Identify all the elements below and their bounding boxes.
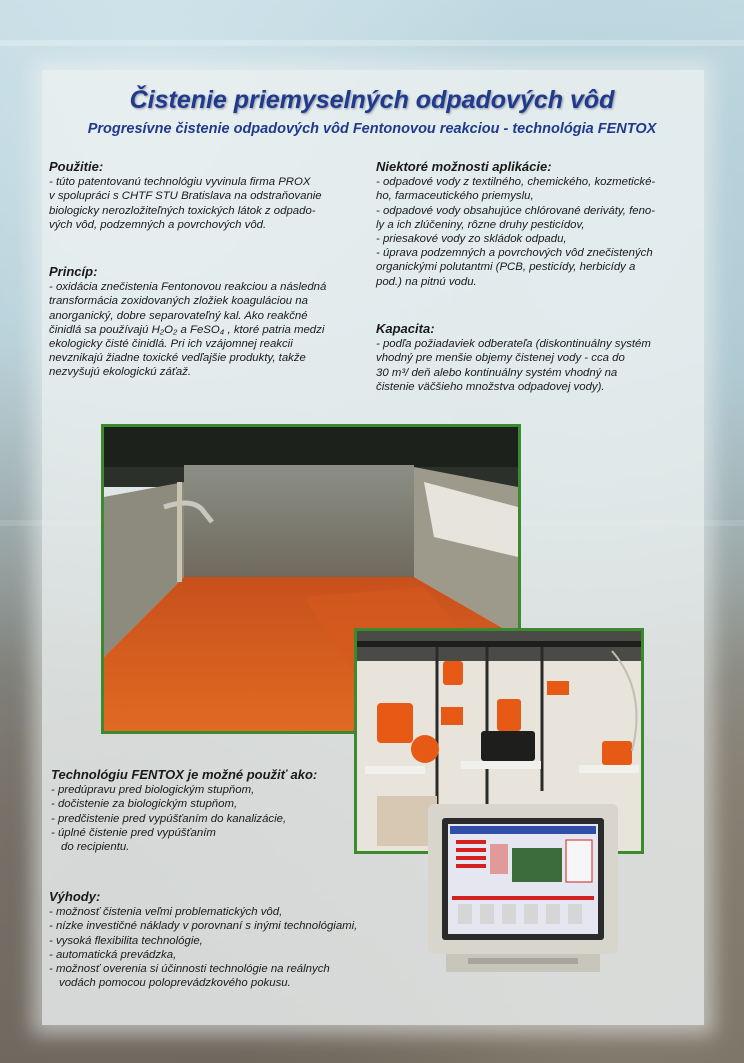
text-line: čistenie väčšieho množstva odpadovej vody). bbox=[376, 380, 605, 393]
section-heading: Použitie: bbox=[49, 159, 104, 174]
background-wave bbox=[0, 40, 744, 46]
text-line: organickými polutantmi (PCB, pesticídy, herbicídy a bbox=[376, 261, 636, 274]
text-line: - túto patentovanú technológiu vyvinula firma PROX bbox=[49, 176, 311, 189]
text-line: nevznikajú žiadne toxické vedľajšie produkty, takže bbox=[49, 352, 306, 365]
text-line: anorganický, dobre separovateľný kal. Ako reakčné bbox=[49, 309, 308, 322]
text-line: vodách pomocou poloprevádzkového pokusu. bbox=[59, 977, 291, 990]
text-line: - vysoká flexibilita technológie, bbox=[49, 934, 203, 947]
text-line: vhodný pre menšie objemy čistenej vody - cca do bbox=[376, 352, 625, 365]
section-heading: Technológiu FENTOX je možné použiť ako: bbox=[51, 767, 318, 782]
page-title: Čistenie priemyselných odpadových vôd bbox=[129, 86, 615, 114]
control-monitor bbox=[428, 804, 618, 972]
text-line: pod.) na pitnú vodu. bbox=[376, 275, 477, 288]
text-line: - predčistenie pred vypúšťaním do kanalizácie, bbox=[51, 812, 287, 825]
section-fentox bbox=[51, 768, 371, 854]
section-heading: Výhody: bbox=[49, 889, 101, 904]
text-line: transformácia zoxidovaných zložiek koaguláciou na bbox=[49, 295, 308, 308]
text-line: - predúpravu pred biologickým stupňom, bbox=[51, 784, 255, 797]
text-line: v spolupráci s CHTF STU Bratislava na odstraňovanie bbox=[49, 190, 322, 203]
text-line: - možnosť overenia si účinnosti technológie na reálnych bbox=[49, 963, 330, 976]
text-line: - možnosť čistenia veľmi problematických vôd, bbox=[49, 906, 283, 919]
text-line: 30 m³/ deň alebo kontinuálny systém vhodný na bbox=[376, 366, 618, 379]
text-line: - oxidácia znečistenia Fentonovou reakciou a následná bbox=[49, 281, 327, 294]
text-line: - úprava podzemných a povrchových vôd znečistených bbox=[376, 247, 653, 260]
section-heading: Princíp: bbox=[49, 264, 98, 279]
text-line: biologicky nerozložiteľných toxických látok z odpado- bbox=[49, 204, 316, 217]
section-vyhody bbox=[49, 890, 429, 990]
section-aplikacie bbox=[376, 160, 701, 289]
text-line: do recipientu. bbox=[61, 841, 130, 854]
text-line: - podľa požiadaviek odberateľa (diskontinuálny systém bbox=[376, 338, 651, 351]
text-line: ly a ich zlúčeniny, rôzne druhy pesticídov, bbox=[376, 218, 585, 231]
page-subtitle: Progresívne čistenie odpadových vôd Fentonovou reakciou - technológia FENTOX bbox=[87, 121, 657, 137]
section-kapacita bbox=[376, 322, 701, 394]
text-line: - dočistenie za biologickým stupňom, bbox=[51, 798, 238, 811]
text-line: - nízke investičné náklady v porovnaní s inými technológiami, bbox=[49, 920, 358, 933]
text-line: ekologicky čisté činidlá. Pri ich vzájomnej reakcii bbox=[49, 338, 293, 351]
text-line: nezvyšujú ekologickú záťaž. bbox=[49, 366, 192, 379]
section-heading: Niektoré možnosti aplikácie: bbox=[376, 159, 552, 174]
text-line: - odpadové vody z textilného, chemického, kozmetické- bbox=[376, 176, 656, 189]
text-line: - automatická prevádzka, bbox=[49, 948, 177, 961]
monitor-illustration bbox=[428, 804, 618, 972]
text-line: ho, farmaceutického priemyslu, bbox=[376, 190, 534, 203]
text-line: - priesakové vody zo skládok odpadu, bbox=[376, 233, 567, 246]
section-heading: Kapacita: bbox=[376, 321, 435, 336]
section-princip bbox=[49, 265, 379, 380]
text-line: vých vôd, podzemných a povrchových vôd. bbox=[49, 218, 267, 231]
text-line: činidlá sa používajú H₂O₂ a FeSO₄ , ktoré patria medzi bbox=[49, 323, 325, 336]
section-pouzitie bbox=[49, 160, 379, 232]
text-line: - odpadové vody obsahujúce chlórované deriváty, feno- bbox=[376, 204, 656, 217]
text-line: - úplné čistenie pred vypúšťaním bbox=[51, 826, 216, 839]
